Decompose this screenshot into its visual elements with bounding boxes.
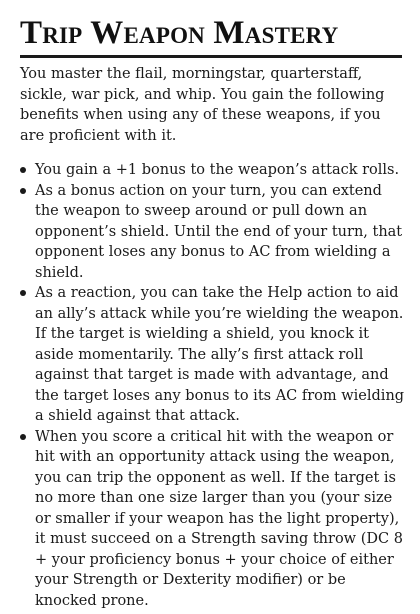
page-title: Trip Weapon Mastery <box>20 15 339 51</box>
list-item-text: As a reaction, you can take the Help action to aid an ally’s attack while you’re wielding the weapon. If the target is wielding a shield, you knock it aside momentarily. The ally’s first attack roll against that target is made with advantage, and the target loses any bonus to its AC from wielding a shield against that attack. <box>35 285 405 424</box>
list-item <box>20 427 408 612</box>
list-item <box>20 283 408 427</box>
bullet-icon <box>20 188 26 194</box>
benefits-list <box>20 160 408 611</box>
intro-paragraph: You master the flail, morningstar, quarterstaff, sickle, war pick, and whip. You gain the following benefits when using any of these weapons, if you are proficient with it. <box>20 66 385 144</box>
title-divider <box>20 55 402 58</box>
list-item-text: As a bonus action on your turn, you can extend the weapon to sweep around or pull down an opponent’s shield. Until the end of your turn, that opponent loses any bonus to AC from wielding a shield. <box>35 182 403 281</box>
list-item-text: When you score a critical hit with the weapon or hit with an opportunity attack using the weapon, you can trip the opponent as well. If the target is no more than one size larger than you (your size or smaller if your weapon has the light property), it must succeed on a Strength saving throw (DC 8 + your proficiency bonus + your choice of either your Strength or Dexterity modifier) or be knocked prone. <box>35 428 403 609</box>
bullet-icon <box>20 434 26 440</box>
list-item <box>20 181 408 284</box>
bullet-icon <box>20 290 26 296</box>
list-item <box>20 160 408 181</box>
bullet-icon <box>20 167 26 173</box>
list-item-text: You gain a +1 bonus to the weapon’s attack rolls. <box>35 162 400 178</box>
